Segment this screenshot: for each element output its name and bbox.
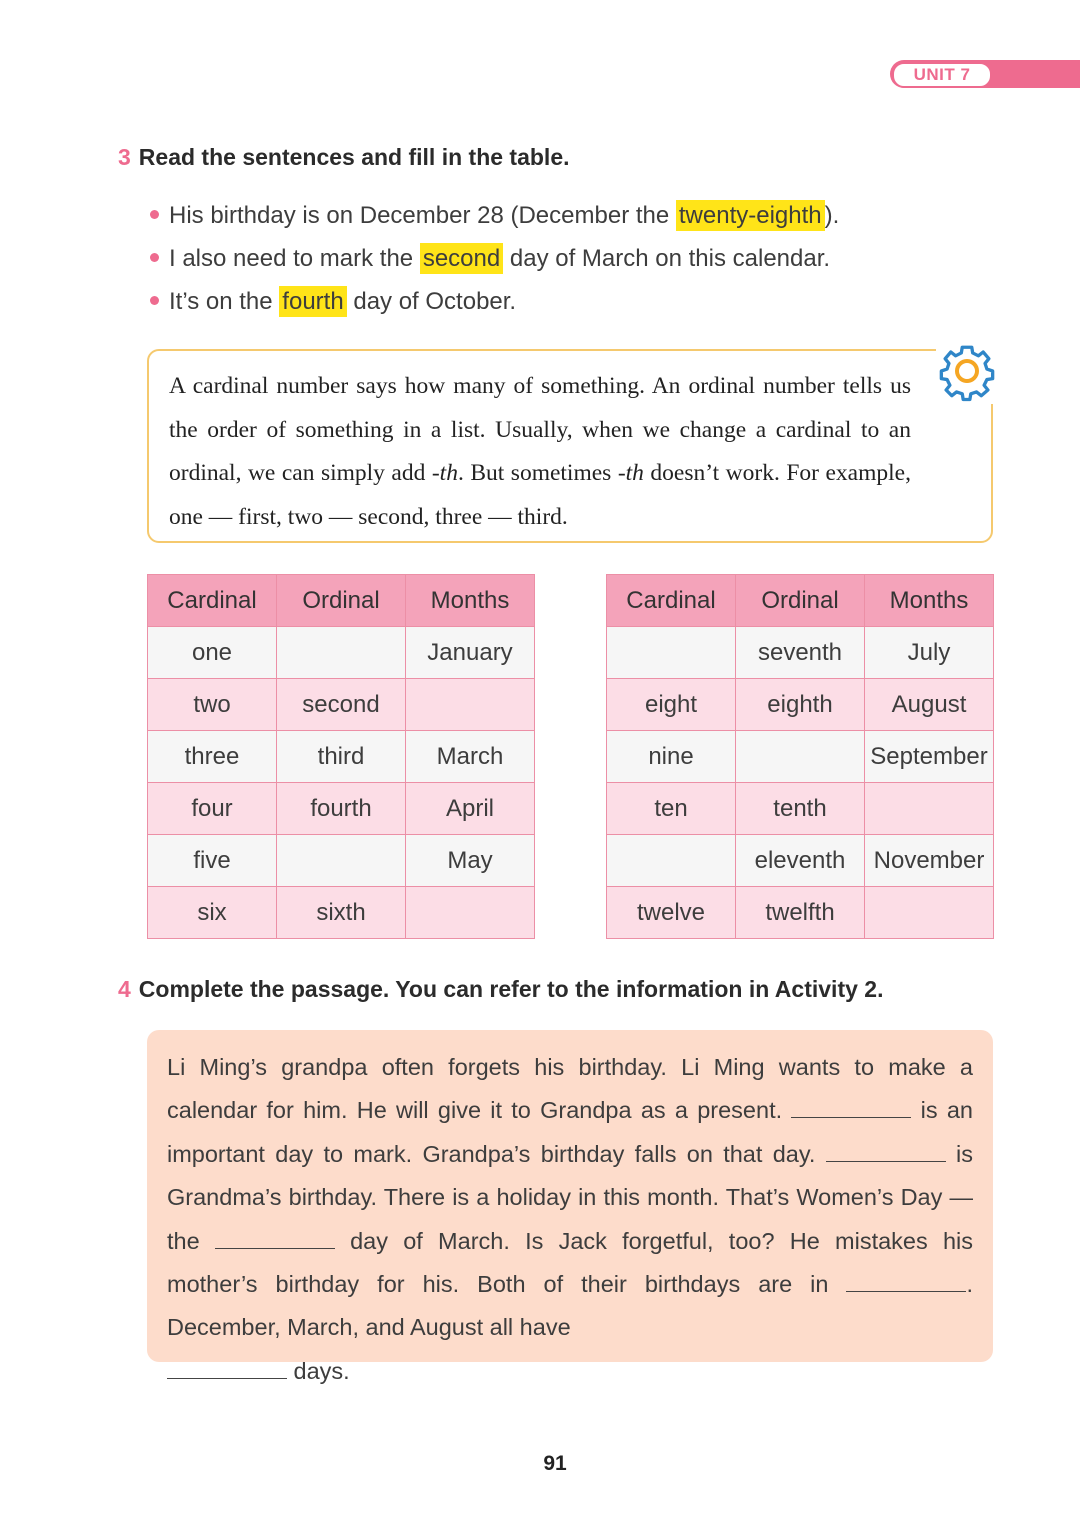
table-row (148, 679, 535, 731)
sentence-item: I also need to mark the second day of March on this calendar. (150, 239, 839, 282)
table-row (607, 627, 994, 679)
bullet-icon (150, 296, 159, 305)
cell-ordinal: twelfth (736, 887, 865, 939)
bullet-icon (150, 253, 159, 262)
cell-cardinal: three (148, 731, 277, 783)
cell-ordinal: sixth (277, 887, 406, 939)
cell-month[interactable] (865, 887, 994, 939)
table-header-row (148, 575, 535, 627)
highlighted-ordinal: second (420, 243, 503, 274)
cell-ordinal: eighth (736, 679, 865, 731)
cell-cardinal[interactable] (607, 835, 736, 887)
table-row (148, 887, 535, 939)
cell-cardinal: ten (607, 783, 736, 835)
cell-month[interactable] (406, 887, 535, 939)
header-months: Months (406, 575, 535, 627)
page-number: 91 (543, 1452, 567, 1475)
cell-ordinal: seventh (736, 627, 865, 679)
passage-box: Li Ming’s grandpa often forgets his birthday. Li Ming wants to make a calendar for him. He will give it to Grandpa as a present. is an important day to mark. Grandpa’s birthday falls on that day. is Grandma’s birthday. There is a holiday in this month. That’s Women’s Day — the day of March. Is Jack forgetful, too? He mistakes his mother’s birthday for his. Both of their birthdays are in . December, March, and August all have days. (147, 1030, 993, 1362)
cell-ordinal[interactable] (277, 835, 406, 887)
gear-icon-wrapper (936, 338, 998, 404)
answer-blank[interactable] (791, 1097, 911, 1118)
answer-blank[interactable] (846, 1271, 966, 1292)
answer-blank[interactable] (215, 1228, 335, 1249)
activity-3-instruction: Read the sentences and fill in the table. (138, 144, 570, 170)
table-row (607, 783, 994, 835)
sentence-item: It’s on the fourth day of October. (150, 282, 839, 325)
activity-4-instruction: Complete the passage. You can refer to the information in Activity 2. (138, 976, 884, 1002)
table-row (607, 835, 994, 887)
activity-3-number: 3 (118, 144, 131, 170)
activity-4-number: 4 (118, 976, 131, 1002)
answer-blank[interactable] (167, 1358, 287, 1379)
cell-ordinal[interactable] (736, 731, 865, 783)
cell-ordinal: fourth (277, 783, 406, 835)
cell-cardinal: two (148, 679, 277, 731)
activity-4-heading (118, 976, 883, 1003)
cell-month: September (865, 731, 994, 783)
highlighted-ordinal: fourth (279, 286, 346, 317)
cell-ordinal: second (277, 679, 406, 731)
number-table-left (147, 574, 535, 939)
cell-ordinal[interactable] (277, 627, 406, 679)
table-row (607, 887, 994, 939)
cell-cardinal: twelve (607, 887, 736, 939)
cell-month: July (865, 627, 994, 679)
grammar-tip-box: A cardinal number says how many of something. An ordinal number tells us the order of something in a list. Usually, when we change a cardinal to an ordinal, we can simply add -th. But sometimes -th doesn’t work. For example, one — first, two — second, three — third. (147, 349, 993, 543)
header-ordinal: Ordinal (277, 575, 406, 627)
number-table-right (606, 574, 994, 939)
cell-cardinal: nine (607, 731, 736, 783)
cell-ordinal: tenth (736, 783, 865, 835)
gear-icon (936, 338, 998, 404)
unit-tab (890, 60, 1080, 88)
cell-cardinal: six (148, 887, 277, 939)
cell-month: August (865, 679, 994, 731)
cell-month: April (406, 783, 535, 835)
table-row (607, 731, 994, 783)
header-cardinal: Cardinal (607, 575, 736, 627)
cell-month[interactable] (406, 679, 535, 731)
cell-month: January (406, 627, 535, 679)
cell-month: May (406, 835, 535, 887)
cell-cardinal: one (148, 627, 277, 679)
header-months: Months (865, 575, 994, 627)
table-row (607, 679, 994, 731)
cell-cardinal: four (148, 783, 277, 835)
cell-cardinal: eight (607, 679, 736, 731)
table-row (148, 731, 535, 783)
table-row (148, 835, 535, 887)
table-row (148, 783, 535, 835)
cell-ordinal: third (277, 731, 406, 783)
table-header-row (607, 575, 994, 627)
cell-month: November (865, 835, 994, 887)
table-row (148, 627, 535, 679)
highlighted-ordinal: twenty-eighth (676, 200, 825, 231)
cell-month[interactable] (865, 783, 994, 835)
unit-badge: UNIT 7 (892, 62, 992, 88)
answer-blank[interactable] (826, 1141, 946, 1162)
header-cardinal: Cardinal (148, 575, 277, 627)
header-ordinal: Ordinal (736, 575, 865, 627)
cell-month: March (406, 731, 535, 783)
cell-ordinal: eleventh (736, 835, 865, 887)
bullet-icon (150, 210, 159, 219)
example-sentences (150, 196, 839, 325)
activity-3-heading (118, 144, 570, 171)
cell-cardinal[interactable] (607, 627, 736, 679)
cell-cardinal: five (148, 835, 277, 887)
sentence-item: His birthday is on December 28 (December the twenty-eighth ). (150, 196, 839, 239)
